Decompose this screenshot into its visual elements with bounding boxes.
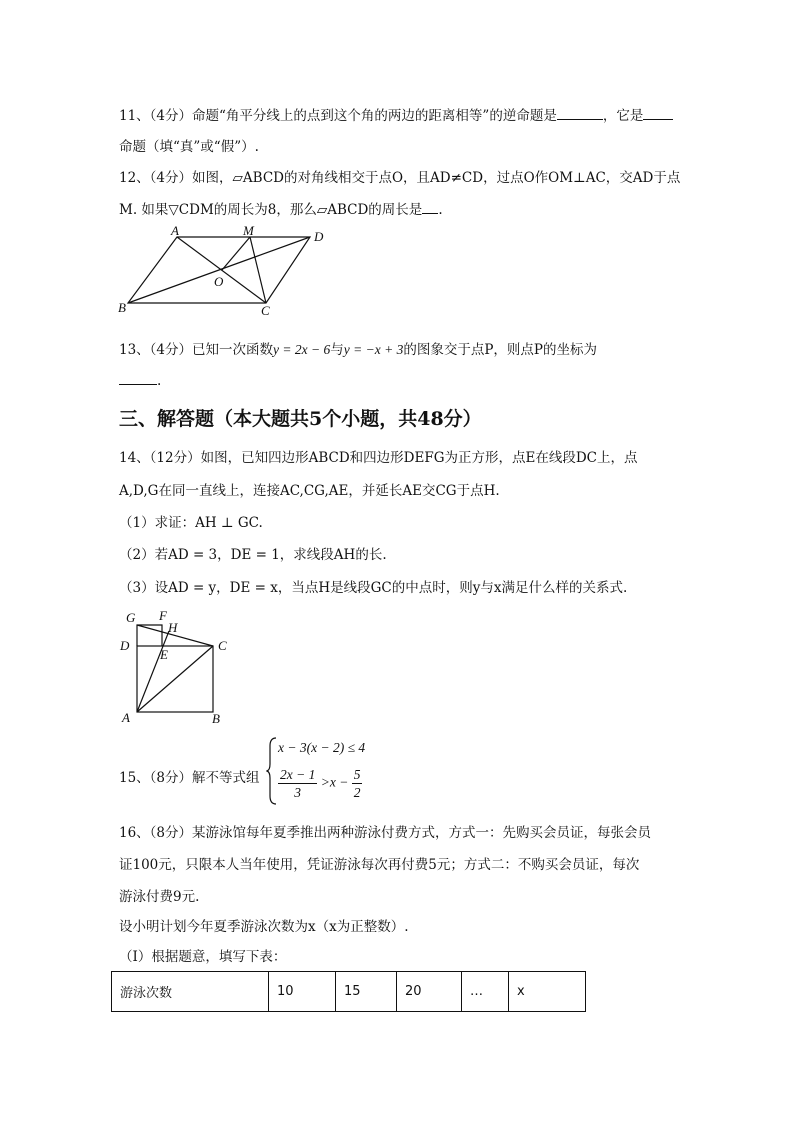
q14-part2: （2）若AD = 3，DE = 1，求线段AH的长. — [119, 547, 387, 563]
q11-blank-2[interactable] — [643, 107, 673, 120]
table-cell: 10 — [269, 972, 336, 1012]
q12-line1: 12、（4分）如图，▱ABCD的对角线相交于点O，且AD≠CD，过点O作OM⊥AC，交AD于点 — [119, 170, 681, 186]
q12-blank[interactable] — [422, 201, 438, 214]
q15-ineq2-mid: >x − — [320, 774, 349, 790]
q15-brace — [266, 736, 278, 806]
label-d: D — [120, 638, 130, 653]
q15-ineq1: x − 3(x − 2) ≤ 4 — [278, 740, 366, 755]
diagonal-bd — [128, 237, 310, 303]
label-f: F — [159, 608, 167, 623]
q13-line2 — [119, 372, 161, 389]
section-3-title: 三、解答题（本大题共5个小题，共48分） — [119, 408, 482, 430]
q15-frac-right-den: 2 — [353, 785, 361, 800]
label-m: M — [243, 223, 254, 238]
q13-suffix: 的图象交于点P，则点P的坐标为 — [403, 342, 597, 358]
q16-line1: 16、（8分）某游泳馆每年夏季推出两种游泳付费方式，方式一：先购买会员证，每张会员 — [119, 825, 652, 841]
q14-part3: （3）设AD = y，DE = x，当点H是线段GC的中点时，则y与x满足什么样的关系式. — [119, 580, 628, 596]
q12-line2 — [119, 198, 443, 218]
q11-blank-1[interactable] — [557, 107, 603, 120]
q15-ineq2 — [278, 766, 362, 801]
label-c: C — [218, 638, 227, 653]
q11-line1 — [119, 104, 673, 124]
segment-ah — [137, 631, 169, 712]
q14-line1: 14、（12分）如图，已知四边形ABCD和四边形DEFG为正方形，点E在线段DC上，点 — [119, 450, 638, 466]
table-cell-header: 游泳次数 — [112, 972, 269, 1012]
label-o: O — [214, 274, 224, 289]
q11-text-b: ，它是 — [602, 108, 644, 124]
q15-frac-left-den: 3 — [294, 785, 302, 800]
q14-line2: A,D,G在同一直线上，连接AC,CG,AE，并延长AE交CG于点H. — [119, 483, 500, 499]
q16-line3: 游泳付费9元. — [119, 889, 200, 905]
label-d: D — [314, 229, 324, 244]
q15-frac-right-num: 5 — [353, 767, 361, 782]
q15-frac-right — [352, 766, 363, 801]
table-cell: x — [509, 972, 586, 1012]
q12-text-end: . — [438, 202, 443, 218]
table-cell: 20 — [397, 972, 462, 1012]
q15-frac-left — [278, 766, 317, 801]
q13-blank[interactable] — [119, 372, 157, 385]
q13-prefix: 13、（4分）已知一次函数 — [119, 342, 274, 358]
q15-prefix: 15、（8分）解不等式组 — [119, 770, 260, 786]
label-g: G — [126, 610, 136, 625]
label-e: E — [160, 647, 168, 662]
table-cell: … — [462, 972, 509, 1012]
q12-text: M. 如果▽CDM的周长为8，那么▱ABCD的周长是 — [119, 202, 423, 218]
q16-table — [111, 971, 586, 1012]
q13-end: . — [157, 373, 162, 389]
q13-func1: y = 2x − 6 — [273, 342, 331, 357]
q16-line4: 设小明计划今年夏季游泳次数为x（x为正整数）. — [119, 919, 409, 935]
q11-line2: 命题（填“真”或“假”）. — [119, 139, 259, 155]
label-b: B — [118, 300, 126, 315]
label-h: H — [168, 620, 178, 635]
q11-text-a: 11、（4分）命题“角平分线上的点到这个角的两边的距离相等”的逆命题是 — [119, 108, 557, 124]
table-row — [112, 972, 586, 1012]
segment-om — [222, 237, 250, 270]
q13-func2: y = −x + 3 — [343, 342, 404, 357]
table-cell: 15 — [336, 972, 397, 1012]
label-c: C — [261, 303, 270, 318]
segment-ac — [137, 646, 213, 712]
q13-mid: 与 — [330, 342, 344, 358]
q12-parallelogram-figure — [110, 220, 350, 320]
q16-part1: （I）根据题意，填写下表： — [119, 949, 287, 965]
q16-line2: 证100元，只限本人当年使用，凭证游泳每次再付费5元；方式二：不购买会员证，每次 — [119, 857, 640, 873]
q14-squares-figure — [112, 606, 242, 726]
label-a: A — [122, 710, 130, 725]
q13-line1 — [119, 338, 597, 358]
q14-part1: （1）求证：AH ⊥ GC. — [119, 515, 263, 531]
label-a: A — [171, 223, 179, 238]
q15-frac-left-num: 2x − 1 — [280, 767, 316, 782]
label-b: B — [212, 711, 220, 726]
